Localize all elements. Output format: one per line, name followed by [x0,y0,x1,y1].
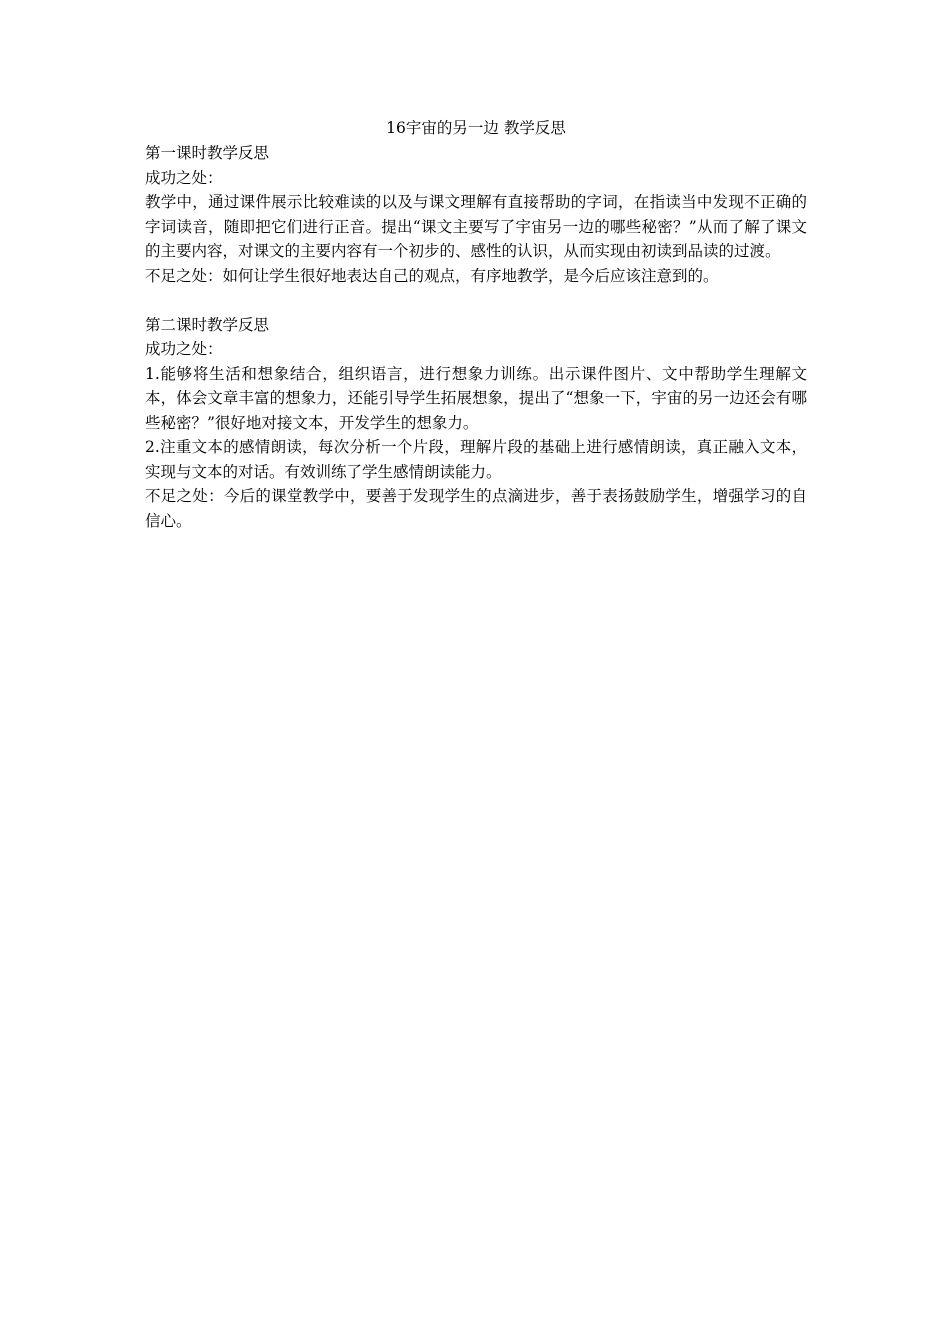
section2-point-2: 2.注重文本的感情朗读，每次分析一个片段，理解片段的基础上进行感情朗读，真正融入文本，实现与文本的对话。有效训练了学生感情朗读能力。 [145,438,807,481]
section1-success-label: 成功之处： [145,168,223,187]
section2-deficiency-text: 不足之处：今后的课堂教学中，要善于发现学生的点滴进步，善于表扬鼓励学生，增强学习的自信心。 [145,487,807,530]
section1-deficiency-text: 不足之处：如何让学生很好地表达自己的观点，有序地教学，是今后应该注意到的。 [145,266,719,285]
paragraph-spacer [145,288,807,313]
section2-point-1: 1.能够将生活和想象结合，组织语言，进行想象力训练。出示课件图片、文中帮助学生理解文本，体会文章丰富的想象力，还能引导学生拓展想象，提出了“想象一下，宇宙的另一边还会有哪些秘密？”很好地对接文本，开发学生的想象力。 [145,364,807,432]
section1-success-text: 教学中，通过课件展示比较难读的以及与课文理解有直接帮助的字词，在指读当中发现不正确的字词读音，随即把它们进行正音。提出“课文主要写了宇宙另一边的哪些秘密？”从而了解了课文的主要内容，对课文的主要内容有一个初步的、感性的认识，从而实现由初读到品读的过渡。 [145,193,807,260]
document-title: 16宇宙的另一边 教学反思 [386,119,566,137]
section2-success-label: 成功之处： [145,340,223,358]
section1-heading: 第一课时教学反思 [145,144,270,162]
section2-heading: 第二课时教学反思 [145,315,270,334]
document-body [145,116,807,533]
